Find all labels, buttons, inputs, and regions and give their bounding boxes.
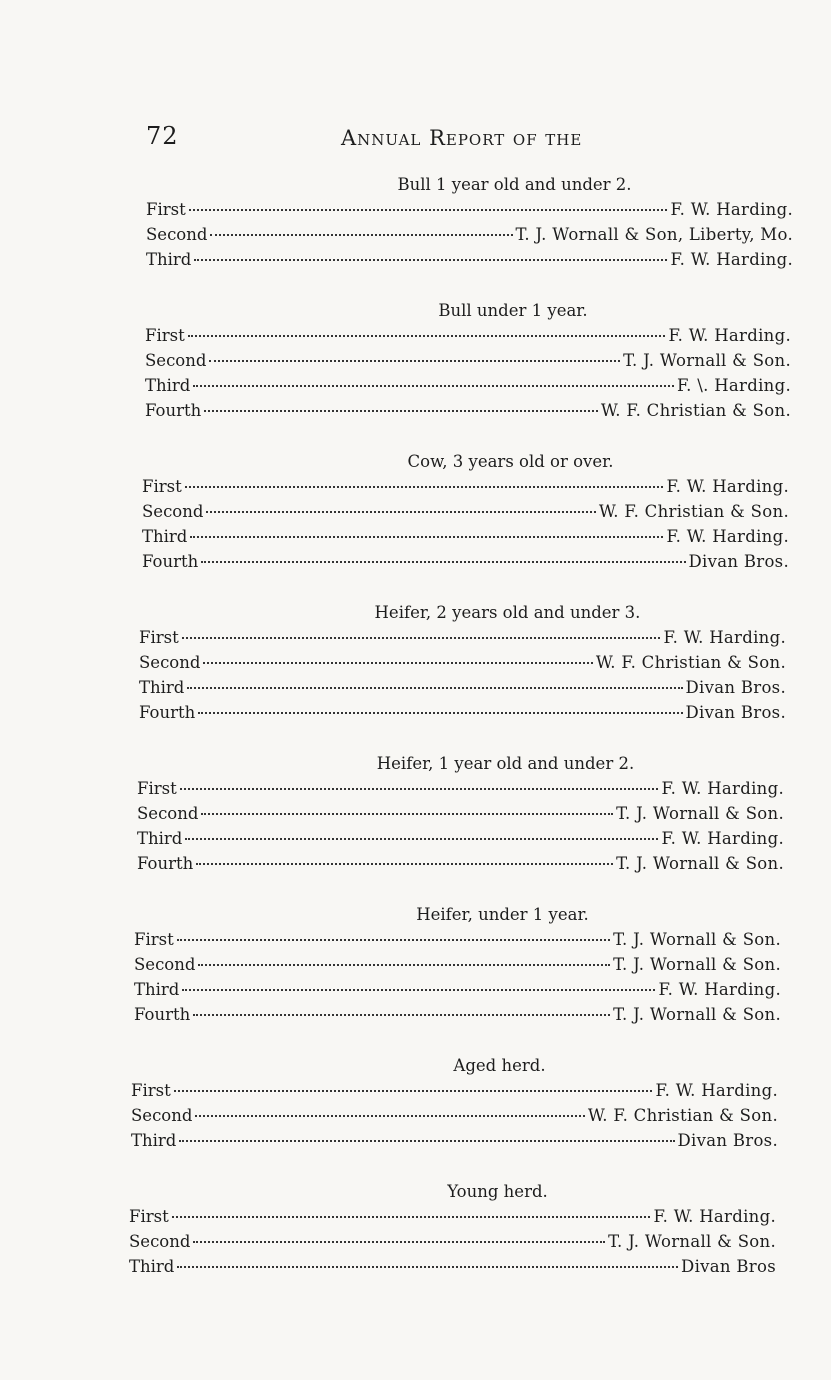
award-exhibitor: F. W. Harding. — [658, 980, 781, 999]
award-entry — [145, 373, 791, 398]
award-place: Second — [134, 955, 196, 974]
award-place: Second — [139, 653, 201, 672]
section-heading: Young herd. — [447, 1182, 548, 1201]
award-exhibitor: Divan Bros. — [685, 703, 786, 722]
award-place: Fourth — [139, 703, 196, 722]
award-entry — [137, 851, 784, 876]
dot-leader — [194, 259, 667, 261]
dot-leader — [185, 838, 658, 840]
dot-leader — [182, 637, 661, 639]
award-exhibitor: T. J. Wornall & Son. — [623, 351, 791, 370]
award-entry — [145, 323, 791, 348]
dot-leader — [198, 964, 610, 966]
dot-leader — [201, 813, 613, 815]
award-entry — [129, 1204, 776, 1229]
dot-leader — [177, 1266, 678, 1268]
award-section — [145, 298, 791, 423]
award-place: Third — [142, 527, 188, 546]
dot-leader — [198, 712, 682, 714]
award-entry — [139, 675, 786, 700]
award-place: Third — [146, 250, 192, 269]
award-place: First — [146, 200, 186, 219]
award-place: Third — [129, 1257, 175, 1276]
dot-leader — [201, 561, 685, 563]
section-heading: Cow, 3 years old or over. — [407, 452, 614, 471]
dot-leader — [193, 385, 674, 387]
award-entry — [145, 398, 791, 423]
award-place: Third — [134, 980, 180, 999]
award-entry — [142, 474, 789, 499]
award-exhibitor: F. W. Harding. — [661, 829, 784, 848]
dot-leader — [172, 1216, 651, 1218]
dot-leader — [188, 335, 666, 337]
award-exhibitor: Divan Bros — [681, 1257, 776, 1276]
award-entry — [134, 927, 781, 952]
award-section — [137, 751, 784, 876]
award-entry — [142, 499, 789, 524]
award-place: Third — [145, 376, 191, 395]
award-exhibitor: W. F. Christian & Son. — [600, 401, 791, 420]
section-heading: Aged herd. — [453, 1056, 546, 1075]
award-exhibitor: F. \. Harding. — [676, 376, 791, 395]
award-place: Second — [129, 1232, 191, 1251]
dot-leader — [195, 1115, 584, 1117]
award-exhibitor: Divan Bros. — [685, 678, 786, 697]
dot-leader — [189, 209, 668, 211]
award-place: First — [131, 1081, 171, 1100]
award-place: First — [139, 628, 179, 647]
dot-leader — [182, 989, 655, 991]
page-header — [146, 122, 796, 154]
award-entry — [142, 524, 789, 549]
award-entry — [131, 1078, 778, 1103]
award-place: Fourth — [145, 401, 202, 420]
award-entry — [137, 776, 784, 801]
award-entry — [145, 348, 791, 373]
award-section — [131, 1053, 778, 1153]
award-place: Fourth — [134, 1005, 191, 1024]
award-place: Fourth — [142, 552, 199, 571]
award-entry — [146, 222, 793, 247]
section-heading: Heifer, 2 years old and under 3. — [374, 603, 641, 622]
award-exhibitor: F. W. Harding. — [661, 779, 784, 798]
award-entry — [146, 247, 793, 272]
award-entry — [137, 801, 784, 826]
award-place: Third — [131, 1131, 177, 1150]
award-place: Second — [145, 351, 207, 370]
award-section — [134, 902, 781, 1027]
award-entry — [134, 977, 781, 1002]
dot-leader — [174, 1090, 653, 1092]
award-exhibitor: T. J. Wornall & Son. — [613, 955, 781, 974]
award-entry — [137, 826, 784, 851]
dot-leader — [177, 939, 610, 941]
award-exhibitor: T. J. Wornall & Son. — [613, 930, 781, 949]
award-entry — [131, 1128, 778, 1153]
award-exhibitor: W. F. Christian & Son. — [598, 502, 789, 521]
award-exhibitor: T. J. Wornall & Son. — [616, 804, 784, 823]
award-exhibitor: F. W. Harding. — [666, 527, 789, 546]
dot-leader — [204, 410, 598, 412]
award-section — [142, 449, 789, 574]
award-place: Third — [137, 829, 183, 848]
dot-leader — [185, 486, 664, 488]
dot-leader — [196, 863, 613, 865]
award-entry — [146, 197, 793, 222]
dot-leader — [180, 788, 659, 790]
award-place: Fourth — [137, 854, 194, 873]
award-place: First — [129, 1207, 169, 1226]
award-exhibitor: T. J. Wornall & Son. — [613, 1005, 781, 1024]
running-head: Annual Report of the — [341, 126, 583, 150]
award-exhibitor: F. W. Harding. — [670, 250, 793, 269]
award-exhibitor: F. W. Harding. — [655, 1081, 778, 1100]
award-exhibitor: W. F. Christian & Son. — [595, 653, 786, 672]
award-entry — [134, 1002, 781, 1027]
dot-leader — [210, 234, 512, 236]
award-entry — [139, 650, 786, 675]
dot-leader — [193, 1014, 610, 1016]
award-exhibitor: W. F. Christian & Son. — [587, 1106, 778, 1125]
section-heading: Heifer, under 1 year. — [416, 905, 589, 924]
award-exhibitor: F. W. Harding. — [663, 628, 786, 647]
award-exhibitor: T. J. Wornall & Son. — [616, 854, 784, 873]
award-place: First — [137, 779, 177, 798]
section-heading: Bull under 1 year. — [438, 301, 588, 320]
award-entry — [134, 952, 781, 977]
dot-leader — [179, 1140, 674, 1142]
award-entry — [131, 1103, 778, 1128]
award-exhibitor: F. W. Harding. — [668, 326, 791, 345]
award-place: Second — [142, 502, 204, 521]
dot-leader — [206, 511, 595, 513]
award-entry — [129, 1229, 776, 1254]
award-place: First — [145, 326, 185, 345]
award-exhibitor: T. J. Wornall & Son, Liberty, Mo. — [515, 225, 793, 244]
award-exhibitor: T. J. Wornall & Son. — [608, 1232, 776, 1251]
award-place: First — [134, 930, 174, 949]
award-exhibitor: Divan Bros. — [688, 552, 789, 571]
dot-leader — [190, 536, 663, 538]
award-exhibitor: F. W. Harding. — [666, 477, 789, 496]
awards-list — [0, 172, 831, 1305]
page-number: 72 — [146, 122, 179, 150]
award-place: Second — [131, 1106, 193, 1125]
award-entry — [142, 549, 789, 574]
award-section — [129, 1179, 776, 1279]
award-place: Third — [139, 678, 185, 697]
award-entry — [129, 1254, 776, 1279]
dot-leader — [209, 360, 620, 362]
section-heading: Bull 1 year old and under 2. — [397, 175, 632, 194]
award-place: Second — [146, 225, 208, 244]
award-section — [139, 600, 786, 725]
award-entry — [139, 625, 786, 650]
dot-leader — [193, 1241, 605, 1243]
section-heading: Heifer, 1 year old and under 2. — [376, 754, 635, 773]
dot-leader — [187, 687, 682, 689]
award-section — [146, 172, 793, 272]
award-exhibitor: F. W. Harding. — [670, 200, 793, 219]
award-exhibitor: Divan Bros. — [677, 1131, 778, 1150]
award-place: First — [142, 477, 182, 496]
award-exhibitor: F. W. Harding. — [653, 1207, 776, 1226]
award-place: Second — [137, 804, 199, 823]
award-entry — [139, 700, 786, 725]
dot-leader — [203, 662, 592, 664]
